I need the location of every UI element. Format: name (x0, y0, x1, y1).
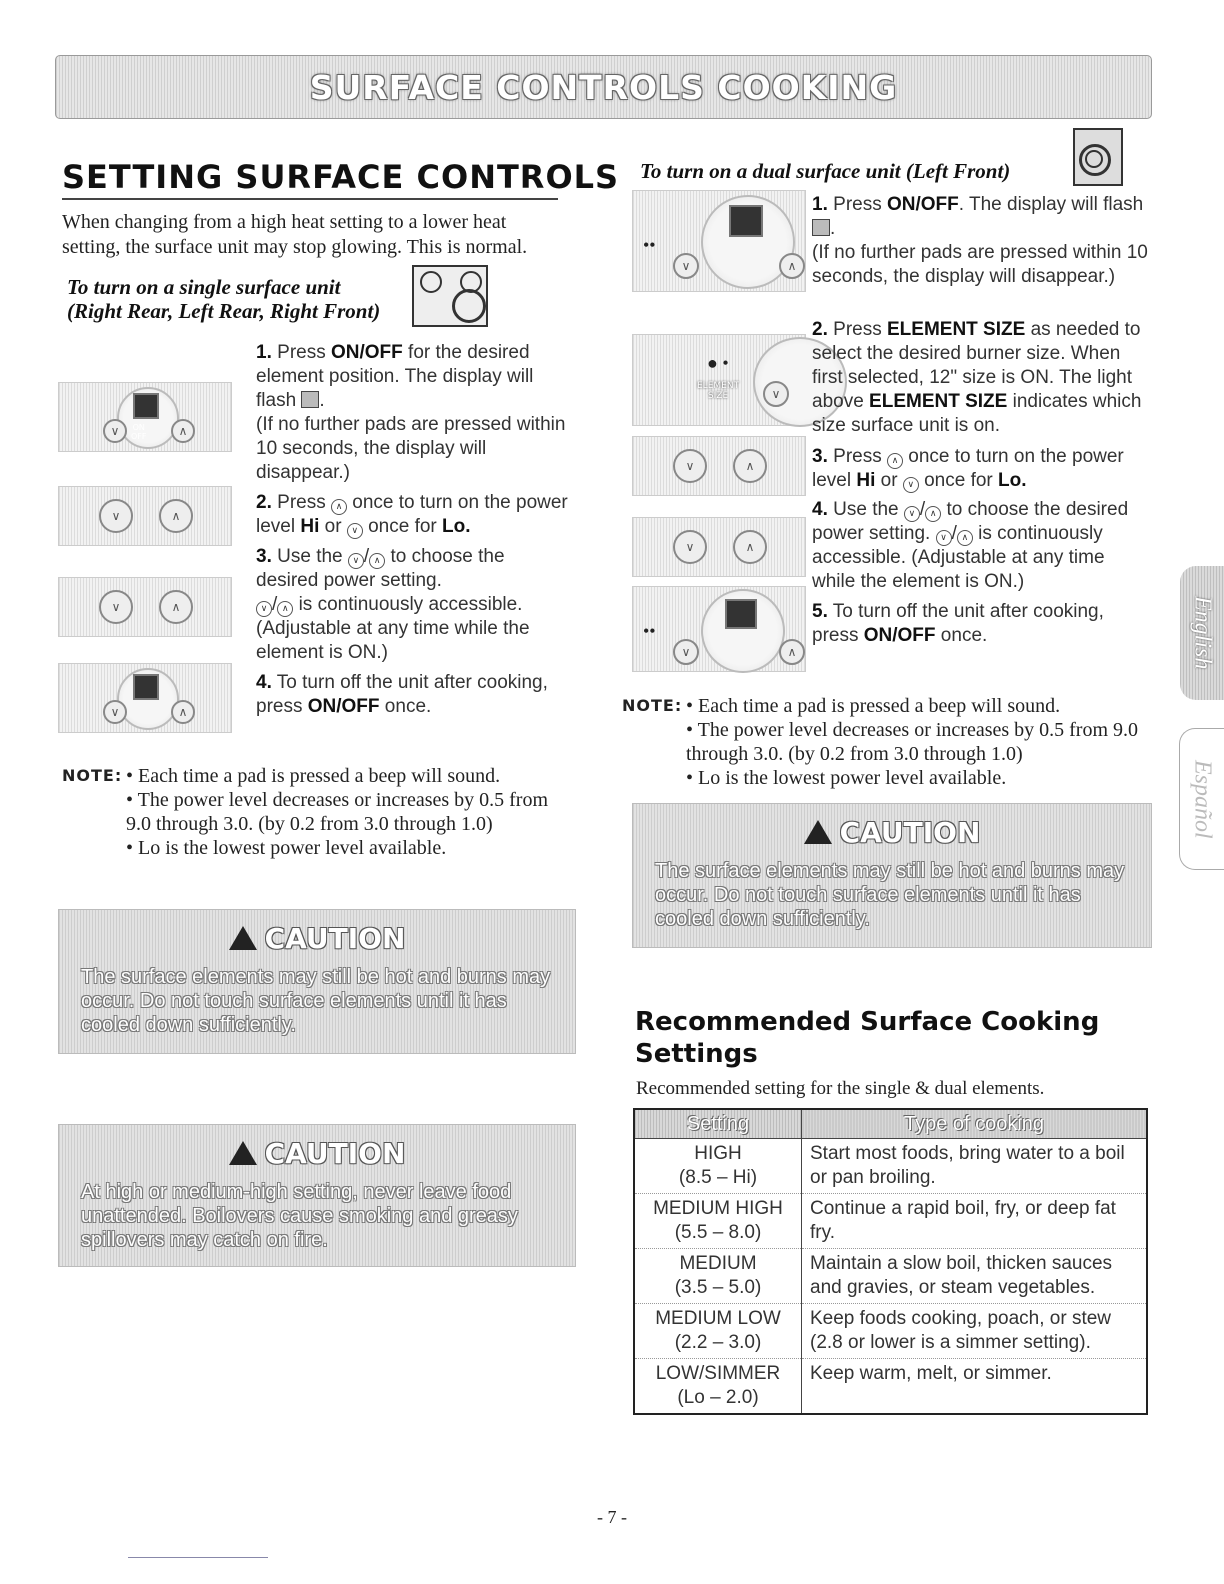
column-header-type: Type of cooking (802, 1109, 1148, 1139)
dual-unit-heading: To turn on a dual surface unit (Left Front) (640, 159, 1011, 183)
table-header-row (634, 1109, 1147, 1139)
down-arrow-icon: ∨ (904, 506, 920, 522)
setting-name: MEDIUM (679, 1253, 757, 1274)
caution-box-hot-surface (58, 909, 576, 1054)
dual-arrow-pad-panel-image: ∨ ∧ (632, 436, 806, 496)
dual-on-off-panel-image-2: •• ∨ ∧ (632, 586, 806, 672)
note-item: • The power level decreases or increases by 0.5 from 9.0 through 3.0. (by 0.2 from 3.0 through 1.0) (686, 719, 1139, 765)
column-header-setting: Setting (634, 1109, 802, 1139)
recommended-intro: Recommended setting for the single & dual elements. (636, 1078, 1045, 1099)
title-rule (62, 198, 558, 200)
table-row (634, 1139, 1147, 1194)
dual-on-off-panel-image: •• ∨ ∧ (632, 190, 806, 292)
section-title: SETTING SURFACE CONTROLS (62, 158, 620, 196)
note-label: NOTE: (622, 696, 683, 715)
setting-name: MEDIUM LOW (655, 1308, 781, 1329)
left-note (62, 764, 572, 860)
caution-title: CAUTION (264, 1137, 406, 1170)
left-step-1: 1. Press ON/OFF for the desired element position. The display will flash . (If no further pads are pressed within 10 seconds, the display will disappear.) (256, 342, 566, 483)
warning-icon (804, 820, 832, 844)
page-number: - 7 - (597, 1507, 627, 1527)
table-row (634, 1359, 1147, 1415)
right-step-4: 4. Use the ∨ / ∧ to choose the desired power setting. ∨ / ∧ is continuously accessible. (Adjustable at any time while the element is ON.) (812, 499, 1129, 592)
on-off-panel-image-2: ∨ ∧ (58, 663, 232, 733)
note-item: • Lo is the lowest power level available. (126, 837, 447, 859)
footer-line (128, 1557, 268, 1558)
display-flash-icon (301, 391, 319, 408)
warning-icon (229, 1141, 257, 1165)
caution-text: At high or medium-high setting, never leave food unattended. Boilovers cause smoking and greasy spillovers may catch on fire. (81, 1181, 518, 1251)
recommended-settings-title: Recommended Surface Cooking Settings (635, 1007, 1100, 1069)
caution-box-boilover (58, 1124, 576, 1267)
banner-title: SURFACE CONTROLS COOKING (309, 67, 898, 107)
setting-name: HIGH (694, 1143, 742, 1164)
left-step-3: 3. Use the ∨ / ∧ to choose the desired power setting. ∨ / ∧ is continuously accessible. (Adjustable at any time while the element is ON.) (256, 546, 530, 663)
table-row (634, 1249, 1147, 1304)
cooking-type: Keep foods cooking, poach, or stew (2.8 or lower is a simmer setting). (802, 1304, 1148, 1359)
down-arrow-icon: ∨ (936, 530, 952, 546)
intro-text: When changing from a high heat setting to a lower heat setting, the surface unit may stop glowing. This is normal. (62, 211, 528, 258)
on-off-panel-image: ∨ ∧ ON OFF (58, 382, 232, 452)
right-step-1: 1. Press ON/OFF. The display will flash . (If no further pads are pressed within 10 seconds, the display will disappear.) (812, 194, 1148, 287)
note-item: • Each time a pad is pressed a beep will sound. (686, 695, 1061, 717)
element-size-panel-image: ● • ELEMENT SIZE ∨ (632, 334, 806, 426)
caution-title: CAUTION (839, 816, 981, 849)
dual-arrow-pad-panel-image-2: ∨ ∧ (632, 517, 806, 577)
arrow-pad-panel-image: ∨ ∧ (58, 486, 232, 546)
single-unit-positions: (Right Rear, Left Rear, Right Front) (67, 299, 381, 323)
up-arrow-icon: ∧ (887, 453, 903, 469)
setting-range: (3.5 – 5.0) (674, 1277, 762, 1298)
setting-range: (2.2 – 3.0) (674, 1332, 762, 1353)
burner-diagram-icon (412, 265, 488, 327)
right-step-3: 3. Press ∧ once to turn on the power level Hi or ∨ once for Lo. (812, 446, 1124, 491)
note-item: • Each time a pad is pressed a beep will sound. (126, 765, 501, 787)
up-arrow-icon: ∧ (331, 499, 347, 515)
setting-name: LOW/SIMMER (655, 1363, 781, 1384)
right-note (622, 694, 1162, 790)
up-arrow-icon: ∧ (957, 530, 973, 546)
tab-espanol[interactable] (1179, 728, 1224, 870)
right-step-5: 5. To turn off the unit after cooking, press ON/OFF once. (812, 601, 1104, 646)
settings-table (633, 1108, 1148, 1415)
panel-size-label: SIZE (707, 391, 729, 401)
caution-box-hot-surface-right (632, 803, 1152, 948)
down-arrow-icon: ∨ (256, 601, 272, 617)
table-row (634, 1304, 1147, 1359)
down-arrow-icon: ∨ (903, 477, 919, 493)
left-step-4: 4. To turn off the unit after cooking, press ON/OFF once. (256, 672, 548, 717)
up-arrow-icon: ∧ (277, 601, 293, 617)
setting-range: (Lo – 2.0) (677, 1387, 759, 1408)
note-item: • The power level decreases or increases by 0.5 from 9.0 through 3.0. (by 0.2 from 3.0 through 1.0) (126, 789, 549, 835)
cooking-type: Continue a rapid boil, fry, or deep fat fry. (802, 1194, 1148, 1249)
note-item: • Lo is the lowest power level available. (686, 767, 1007, 789)
dual-burner-icon (1073, 128, 1123, 186)
panel-off-label: OFF (131, 432, 147, 441)
setting-range: (5.5 – 8.0) (674, 1222, 762, 1243)
tab-english[interactable] (1180, 566, 1224, 700)
up-arrow-icon: ∧ (369, 553, 385, 569)
down-arrow-icon: ∨ (348, 553, 364, 569)
panel-on-label: ON (132, 423, 145, 432)
note-label: NOTE: (62, 766, 123, 785)
tab-espanol-label: Español (1189, 759, 1216, 839)
down-arrow-icon: ∨ (347, 523, 363, 539)
display-flash-icon (812, 219, 830, 236)
warning-icon (229, 926, 257, 950)
up-arrow-icon: ∧ (925, 506, 941, 522)
caution-text: The surface elements may still be hot and burns may occur. Do not touch surface elements until it has cooled down sufficiently. (81, 966, 551, 1036)
single-unit-heading: To turn on a single surface unit (67, 275, 341, 299)
setting-range: (8.5 – Hi) (678, 1167, 758, 1188)
right-step-2: 2. Press ELEMENT SIZE as needed to select the desired burner size. When first selected, 12" size is ON. The light above ELEMENT SIZE indicates which size surface unit is on. (812, 319, 1142, 436)
panel-element-label: ELEMENT (697, 381, 740, 391)
setting-name: MEDIUM HIGH (653, 1198, 783, 1219)
table-row (634, 1194, 1147, 1249)
caution-text: The surface elements may still be hot and burns may occur. Do not touch surface elements until it has cooled down sufficiently. (655, 860, 1125, 930)
header-banner (55, 55, 1152, 119)
cooking-type: Start most foods, bring water to a boil or pan broiling. (802, 1139, 1148, 1194)
tab-english-label: English (1189, 596, 1216, 670)
left-step-2: 2. Press ∧ once to turn on the power level Hi or ∨ once for Lo. (256, 492, 568, 537)
caution-title: CAUTION (264, 922, 406, 955)
cooking-type: Keep warm, melt, or simmer. (802, 1359, 1148, 1415)
arrow-pad-panel-image-2: ∨ ∧ (58, 577, 232, 637)
cooking-type: Maintain a slow boil, thicken sauces and gravies, or steam vegetables. (802, 1249, 1148, 1304)
